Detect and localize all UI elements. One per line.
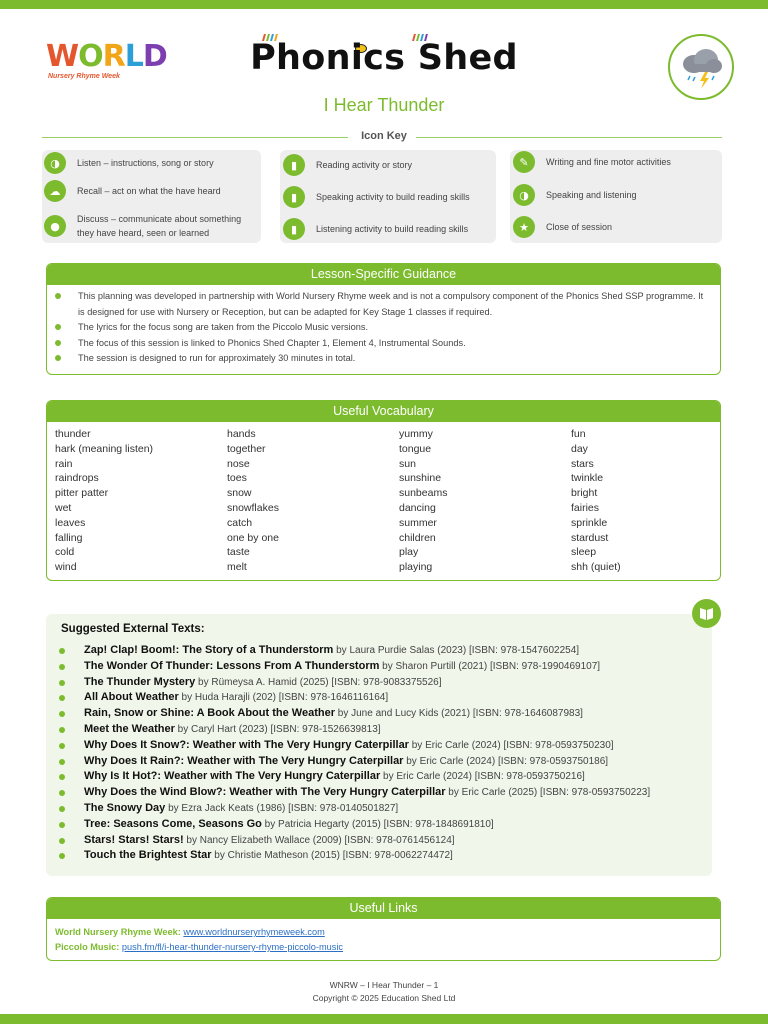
vocab-word: snow [227, 487, 252, 500]
book-item [59, 769, 650, 785]
vocab-word: leaves [55, 516, 86, 529]
book-item [59, 754, 650, 770]
pencil-icon: ✎ [513, 151, 535, 173]
book-details: by Laura Purdie Salas (2023) [ISBN: 978-1547602254] [333, 645, 580, 656]
vocab-word: stars [571, 457, 594, 470]
vocab-word: summer [399, 516, 437, 529]
book-details: by Caryl Hart (2023) [ISBN: 978-1526639813] [174, 723, 381, 735]
book-item [59, 706, 650, 722]
world-nursery-rhyme-week-link[interactable]: www.worldnurseryrhymeweek.com [183, 927, 325, 937]
vocab-word: sunshine [399, 472, 442, 485]
book-details: by Eric Carle (2024) [ISBN: 978-0593750186] [403, 755, 609, 767]
icon-key-label: Listen – instructions, song or story [77, 158, 214, 168]
book-details: by Eric Carle (2025) [ISBN: 978-0593750223] [445, 787, 651, 799]
piccolo-music-link[interactable]: push.fm/fl/i-hear-thunder-nursery-rhyme-piccolo-music [121, 942, 343, 952]
vocab-word: dancing [399, 501, 436, 514]
book-details: by Eric Carle (2024) [ISBN: 978-0593750216] [380, 771, 585, 783]
guidance-list [47, 285, 720, 371]
book-title: Why Does It Snow?: Weather with The Very Hungry Caterpillar [84, 738, 409, 751]
vocabulary-heading: Useful Vocabulary [47, 401, 720, 422]
book-details: by Huda Harajli (202) [ISBN: 978-1646116164] [178, 692, 389, 704]
icon-key-label: Reading activity or story [316, 160, 413, 170]
vocab-word: toes [227, 472, 247, 485]
book-details: by Sharon Purtill (2021) [ISBN: 978-1990469107] [379, 660, 601, 672]
icon-key-item [44, 212, 257, 240]
vocab-word: fun [571, 428, 586, 440]
ear-icon: ◑ [44, 152, 66, 174]
page-subtitle: I Hear Thunder [323, 95, 445, 115]
thundercloud-icon [668, 34, 734, 100]
vocab-word: sun [399, 457, 416, 470]
speaking-book-icon: ▮ [283, 186, 305, 208]
vocab-word: sleep [571, 546, 597, 559]
book-details: by June and Lucy Kids (2021) [ISBN: 978-1646087983] [334, 708, 583, 720]
vocab-word: melt [227, 561, 247, 574]
vocab-word: fairies [571, 501, 600, 514]
icon-key-item [44, 180, 221, 202]
top-accent-bar [0, 0, 768, 9]
logo-subtext: Nursery Rhyme Week [48, 73, 120, 80]
vocabulary-grid [47, 422, 720, 572]
book-item [59, 722, 650, 738]
star-icon: ★ [513, 216, 535, 238]
book-details: by Rümeysa A. Hamid (2025) [ISBN: 978-9083375526] [195, 676, 442, 688]
vocab-word: rain [55, 457, 73, 470]
book-title: Stars! Stars! Stars! [84, 833, 184, 846]
book-details: by Christie Matheson (2015) [ISBN: 978-0062274472] [211, 850, 453, 862]
book-title: Rain, Snow or Shine: A Book About the Weather [84, 707, 335, 720]
vocab-word: thunder [55, 428, 91, 440]
book-details: by Nancy Elizabeth Wallace (2009) [ISBN: 978-0761456124] [183, 834, 455, 846]
book-item [59, 690, 650, 706]
book-title: Touch the Brightest Star [84, 849, 212, 862]
book-title: Zap! Clap! Boom!: The Story of a Thunderstorm [84, 644, 334, 656]
external-texts-list [59, 643, 650, 864]
external-texts-section [46, 614, 712, 876]
vocab-word: nose [227, 457, 250, 470]
book-item [59, 643, 650, 659]
icon-key-label: Speaking and listening [546, 190, 637, 200]
book-item [59, 785, 650, 801]
vocab-word: together [227, 442, 266, 455]
book-item [59, 675, 650, 691]
book-item [59, 738, 650, 754]
icon-key-item [513, 216, 612, 238]
book-title: The Thunder Mystery [84, 675, 196, 688]
vocab-word: twinkle [571, 472, 604, 485]
icon-key-item [283, 186, 470, 208]
open-book-icon: ▮ [283, 154, 305, 176]
page-title: Phonics Shed [250, 38, 518, 78]
vocabulary-section [46, 400, 721, 581]
icon-key-title: Icon Key [361, 130, 407, 142]
vocab-word: pitter patter [55, 487, 109, 500]
book-title: Why Is It Hot?: Weather with The Very Hungry Caterpillar [84, 770, 381, 783]
vocab-word: bright [571, 487, 598, 500]
icon-key-item [513, 184, 637, 206]
book-title: All About Weather [84, 691, 179, 704]
vocabulary-column-2 [227, 427, 279, 575]
vocab-word: catch [227, 516, 253, 529]
vocab-word: one by one [227, 531, 279, 544]
book-title: Meet the Weather [84, 722, 175, 735]
vocab-word: raindrops [55, 472, 99, 485]
brain-icon: ☁ [44, 180, 66, 202]
vocab-word: sprinkle [571, 516, 608, 529]
vocab-word: playing [399, 561, 433, 574]
vocab-word: snowflakes [227, 501, 279, 514]
icon-key-label: Discuss – communicate about something they have heard, seen or learned [77, 214, 242, 238]
book-title: Tree: Seasons Come, Seasons Go [84, 817, 262, 830]
icon-key-label: Listening activity to build reading skills [316, 224, 469, 234]
book-item [59, 801, 650, 817]
footer-copyright: Copyright © 2025 Education Shed Ltd [312, 993, 456, 1003]
vocab-word: wind [55, 561, 77, 574]
vocab-word: stardust [571, 531, 609, 544]
logo-word: WORLD [46, 39, 167, 74]
vocab-word: sunbeams [399, 487, 448, 500]
book-title: Why Does the Wind Blow?: Weather with The Very Hungry Caterpillar [84, 786, 446, 799]
vocab-word: cold [55, 546, 75, 559]
icon-key-item [44, 152, 214, 174]
guidance-section [46, 263, 721, 375]
vocab-word: day [571, 442, 588, 455]
book-details: by Ezra Jack Keats (1986) [ISBN: 978-0140501827] [165, 802, 399, 814]
bottom-accent-bar [0, 1014, 768, 1024]
book-item [59, 659, 650, 675]
book-title: Why Does It Rain?: Weather with The Very Hungry Caterpillar [84, 754, 404, 767]
footer-page-label: WNRW – I Hear Thunder – 1 [329, 980, 439, 990]
book-title: The Snowy Day [84, 801, 166, 814]
vocab-word: children [399, 531, 436, 544]
open-book-icon [692, 599, 721, 628]
guidance-item: The lyrics for the focus song are taken from the Piccolo Music versions. [55, 320, 710, 336]
speech-bubbles-icon: ● [44, 215, 66, 237]
icon-key-item [283, 154, 412, 176]
vocab-word: play [399, 546, 419, 559]
vocab-word: taste [227, 546, 250, 559]
icon-key-item [283, 218, 468, 240]
speaking-listening-icon: ◑ [513, 184, 535, 206]
vocabulary-column-4 [571, 427, 621, 575]
icon-key-item [513, 151, 671, 173]
book-item [59, 833, 650, 849]
vocab-word: tongue [399, 442, 432, 455]
vocabulary-column-3 [399, 427, 447, 575]
link-row [55, 925, 712, 940]
vocab-word: yummy [399, 428, 433, 440]
vocabulary-column-1 [55, 427, 153, 575]
icon-key-label: Recall – act on what the have heard [77, 186, 221, 196]
vocab-word: shh (quiet) [571, 561, 621, 574]
guidance-item: The focus of this session is linked to Phonics Shed Chapter 1, Element 4, Instrumental Sounds. [55, 336, 710, 352]
book-title: The Wonder Of Thunder: Lessons From A Thunderstorm [84, 659, 380, 672]
guidance-item: The session is designed to run for approximately 30 minutes in total. [55, 351, 710, 367]
book-item [59, 817, 650, 833]
vocab-word: wet [55, 501, 72, 514]
links-heading: Useful Links [47, 898, 720, 919]
links-section [46, 897, 721, 961]
vocab-word: hands [227, 428, 256, 440]
book-item [59, 848, 650, 864]
icon-key-label: Writing and fine motor activities [546, 157, 671, 167]
listening-book-icon: ▮ [283, 218, 305, 240]
book-details: by Patricia Hegarty (2015) [ISBN: 978-1848691810] [261, 818, 494, 830]
links-body [47, 919, 720, 961]
vocab-word: falling [55, 531, 83, 544]
link-label: World Nursery Rhyme Week: [55, 927, 181, 937]
guidance-item: This planning was developed in partnership with World Nursery Rhyme week and is not a compulsory component of the Phonics Shed SSP programme. It is designed for use with Nursery or Reception, but can be adapted for Key Stage 1 classes if required. [55, 289, 710, 320]
guidance-heading: Lesson-Specific Guidance [47, 264, 720, 285]
external-texts-heading: Suggested External Texts: [61, 623, 205, 635]
icon-key-label: Close of session [546, 222, 613, 232]
link-row [55, 940, 712, 955]
icon-key-label: Speaking activity to build reading skills [316, 192, 470, 202]
book-details: by Eric Carle (2024) [ISBN: 978-0593750230] [408, 739, 614, 751]
link-label: Piccolo Music: [55, 942, 120, 952]
vocab-word: hark (meaning listen) [55, 442, 154, 455]
